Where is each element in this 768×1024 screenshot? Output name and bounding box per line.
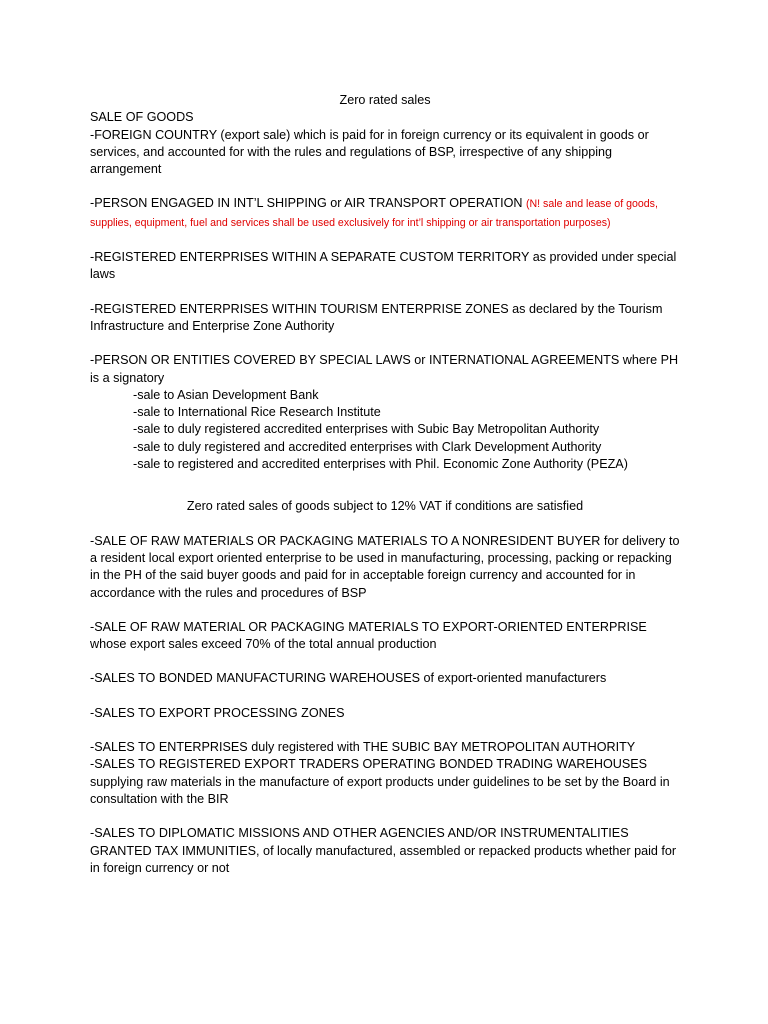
- list-item: -sale to duly registered and accredited enterprises with Clark Development Authority: [133, 439, 602, 454]
- paragraph-export-traders: -SALES TO REGISTERED EXPORT TRADERS OPERATING BONDED TRADING WAREHOUSES supplying raw materials in the manufacture of export products under guidelines to be set by the Board in consultation with the BIR: [90, 757, 670, 806]
- paragraph-separate-custom-territory: -REGISTERED ENTERPRISES WITHIN A SEPARATE CUSTOM TERRITORY as provided under special laws: [90, 250, 677, 282]
- paragraph-export-processing-zones: -SALES TO EXPORT PROCESSING ZONES: [90, 705, 345, 720]
- list-item: -sale to registered and accredited enterprises with Phil. Economic Zone Authority (PEZA): [133, 457, 628, 472]
- paragraph-tourism-enterprise-zones: -REGISTERED ENTERPRISES WITHIN TOURISM ENTERPRISE ZONES as declared by the Tourism Infrastructure and Enterprise Zone Authority: [90, 301, 663, 333]
- section-subtitle: Zero rated sales of goods subject to 12% VAT if conditions are satisfied: [186, 499, 584, 514]
- document-title: Zero rated sales: [339, 93, 431, 107]
- paragraph-subic-bay: -SALES TO ENTERPRISES duly registered with THE SUBIC BAY METROPOLITAN AUTHORITY: [90, 740, 636, 755]
- document-body: [90, 92, 680, 877]
- section-heading-sale-of-goods: SALE OF GOODS: [90, 110, 194, 125]
- paragraph-export-oriented-enterprise: -SALE OF RAW MATERIAL OR PACKAGING MATERIALS TO EXPORT-ORIENTED ENTERPRISE whose export sales exceed 70% of the total annual production: [90, 619, 647, 652]
- special-laws-list: [90, 387, 680, 473]
- paragraph-bonded-warehouses: -SALES TO BONDED MANUFACTURING WAREHOUSES of export-oriented manufacturers: [90, 671, 607, 686]
- list-item: -sale to duly registered accredited enterprises with Subic Bay Metropolitan Authority: [133, 422, 600, 437]
- list-item: -sale to International Rice Research Institute: [133, 405, 381, 420]
- paragraph-diplomatic-missions: -SALES TO DIPLOMATIC MISSIONS AND OTHER AGENCIES AND/OR INSTRUMENTALITIES GRANTED TAX IMMUNITIES, of locally manufactured, assembled or repacked products whether paid for in foreign currency or not: [90, 826, 677, 875]
- paragraph-intl-shipping-text: -PERSON ENGAGED IN INT’L SHIPPING or AIR TRANSPORT OPERATION: [90, 196, 523, 211]
- paragraph-nonresident-buyer: -SALE OF RAW MATERIALS OR PACKAGING MATERIALS TO A NONRESIDENT BUYER for delivery to a resident local export oriented enterprise to be used in manufacturing, processing, packing or repacking in the PH of the said buyer goods and paid for in acceptable foreign currency and accounted for in accordance with the rules and procedures of BSP: [90, 533, 680, 600]
- intl-shipping-note: (N! sale and lease of goods, supplies, equipment, fuel and services shall be used exclusively for int’l shipping or air transportation purposes): [90, 198, 658, 229]
- paragraph-special-laws: -PERSON OR ENTITIES COVERED BY SPECIAL LAWS or INTERNATIONAL AGREEMENTS where PH is a signatory: [90, 353, 679, 385]
- paragraph-intl-shipping: [90, 195, 680, 232]
- list-item: -sale to Asian Development Bank: [133, 387, 319, 402]
- paragraph-foreign-country: -FOREIGN COUNTRY (export sale) which is paid for in foreign currency or its equivalent in goods or services, and accounted for with the rules and regulations of BSP, irrespective of any shipping arrangement: [90, 127, 649, 177]
